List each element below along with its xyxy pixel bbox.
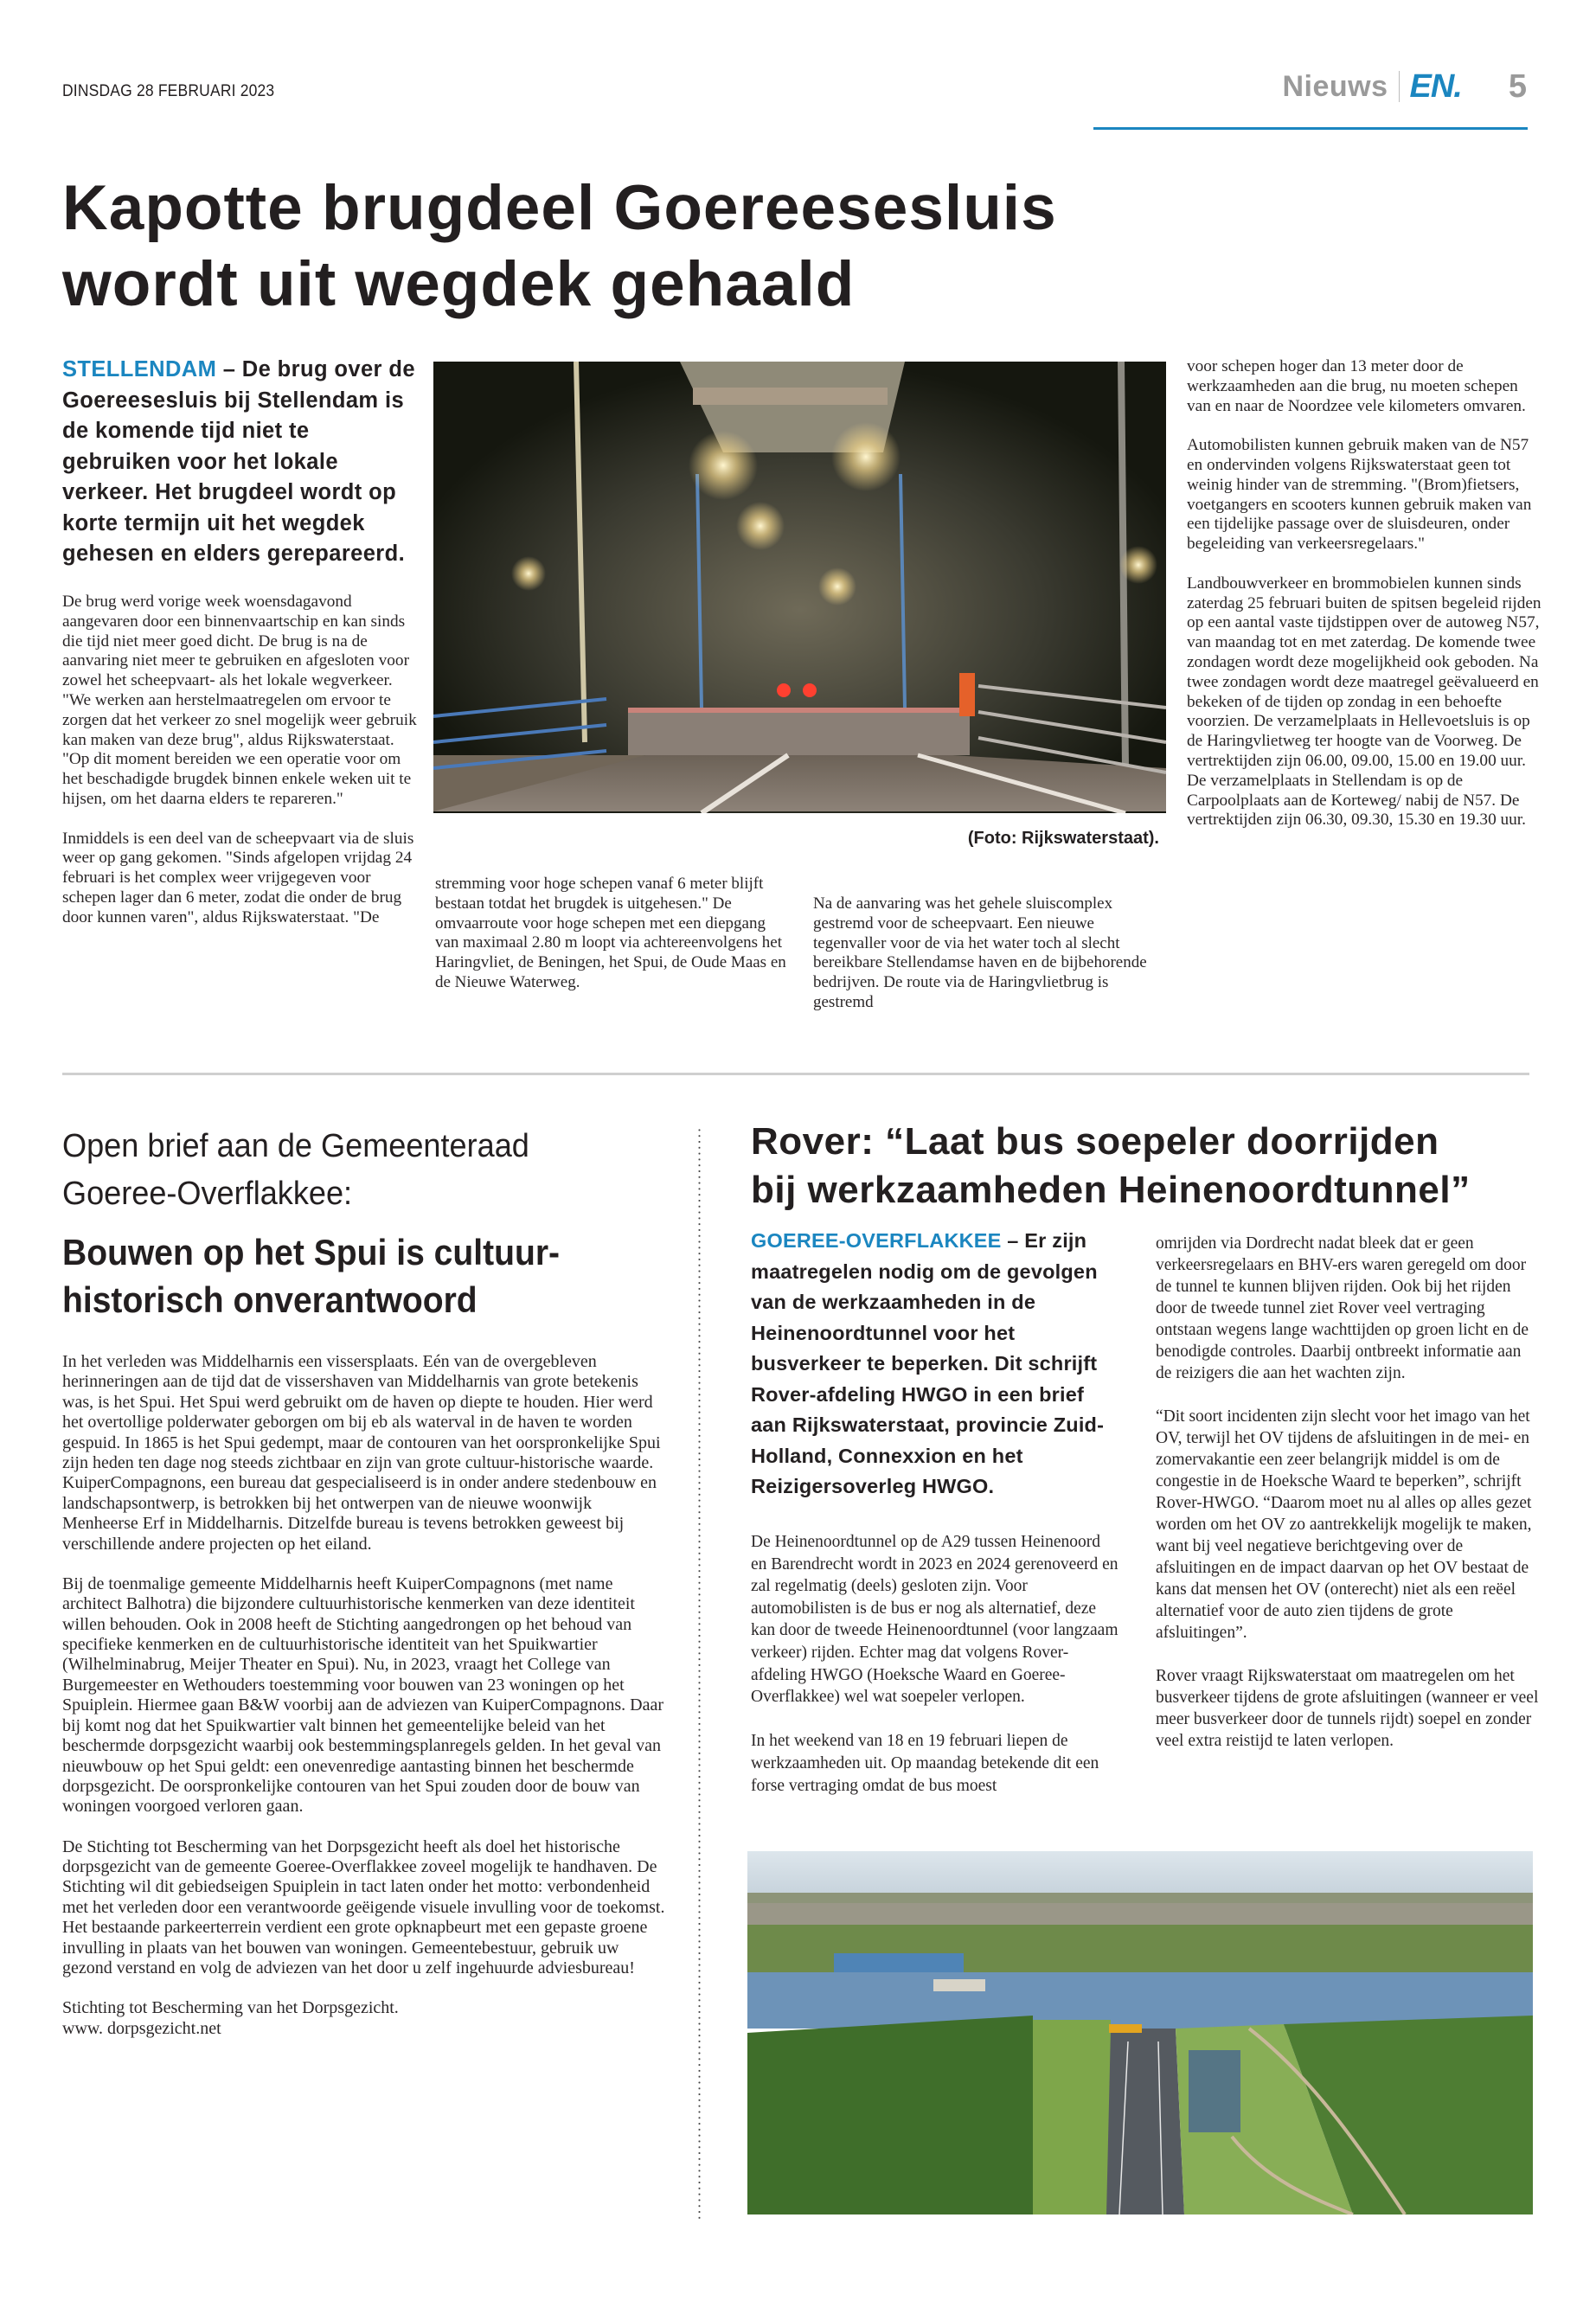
- headline-line: wordt uit wegdek gehaald: [62, 249, 856, 319]
- article1-headline: [62, 170, 1187, 323]
- paragraph: Rover vraagt Rijkswaterstaat om maatregelen om het busverkeer tijdens de grote afsluitingen (wanneer er veel meer busverkeer door de tunnels rijdt) soepel en zonder veel extra reistijd te laten verlopen.: [1156, 1667, 1539, 1750]
- photo-caption: (Foto: Rijkswaterstaat).: [967, 829, 1159, 848]
- signature-website: www. dorpsgezicht.net: [62, 2018, 221, 2038]
- paragraph: In het verleden was Middelharnis een vissersplaats. Eén van de overgebleven herinneringen aan de tijd dat de vissershaven van Middelharnis van grote betekenis was, is het Spui. Het Spui werd gebruikt om de haven op diepte te houden. Hier werd het overtollige polderwater geborgen om bij eb als waterval in de haven te worden gespuid. In 1865 is het Spui gedempt, maar de contouren van het oorspronkelijke Spui zijn heden ten dage nog steeds zichtbaar en zijn van grote cultuur-historische waarde. KuiperCompagnons, een bureau dat gespecialiseerd is in onder andere stedenbouw en landschapsontwerp, is betrokken bij het ontwerpen van de nieuwe woonwijk Menheerse Erf in Middelharnis. Ditzelfde bureau is tevens betrokken geweest bij verschillende andere projecten op het eiland.: [62, 1352, 661, 1554]
- title-line: bij werkzaamheden Heinenoordtunnel”: [751, 1169, 1471, 1211]
- headline-line: Kapotte brugdeel Goereesesluis: [62, 173, 1057, 243]
- open-letter-title: [62, 1228, 642, 1324]
- column-divider-dotted: [698, 1127, 701, 2219]
- section-label: Nieuws: [1282, 69, 1388, 103]
- paragraph: omrijden via Dordrecht nadat bleek dat er geen verkeersregelaars en BHV-ers waren geregeld om door de tunnel te kunnen blijven rijden. Ook bij het rijden door de tweede tunnel ziet Rover veel vertraging ontstaan wegens lange wachttijden op groen licht en de benodigde controles. Daarbij ontbreekt informatie aan de reizigers die aan het wachten zijn.: [1156, 1234, 1529, 1382]
- rover-column-2: [1156, 1233, 1541, 1752]
- paragraph: voor schepen hoger dan 13 meter door de werkzaamheden aan die brug, nu moeten schepen van en naar de Noordzee vele kilometers omvaren.: [1187, 357, 1526, 415]
- tunnel-aerial-illustration: [747, 1851, 1533, 2214]
- dateline: STELLENDAM: [62, 357, 217, 381]
- paragraph: Landbouwverkeer en brommobielen kunnen sinds zaterdag 25 februari buiten de spitsen begeleid rijden op een aantal vaste tijdstippen over de autoweg N57, van maandag tot en met zaterdag. De komende twee zondagen wordt deze mogelijkheid ook geboden. Na twee zondagen wordt deze maatregel geëvalueerd en bekeken of de tijden op zondag in een behoefte voorzien. De verzamelplaats in Hellevoetsluis is op de Haringvlietweg ter hoogte van de Voorweg. De vertrektijden zijn 06.00, 09.00, 15.00 en 19.00 uur. De verzamelplaats in Stellendam is op de Carpoolplaats aan de Korteweg/ nabij de N57. De vertrektijden zijn 06.30, 09.30, 15.30 en 19.30 uur.: [1187, 574, 1542, 830]
- paragraph: Inmiddels is een deel van de scheepvaart via de sluis weer op gang gekomen. "Sinds afgelopen vrijdag 24 februari is het complex weer vrijgegeven voor schepen lager dan 6 meter, zodat die onder de brug door kunnen varen", aldus Rijkswaterstaat. "De: [62, 829, 414, 926]
- title-line: Bouwen op het Spui is cultuur-: [62, 1232, 561, 1272]
- article1-column-3: [813, 894, 1168, 1013]
- article1-column-1: [62, 593, 417, 928]
- paragraph: “Dit soort incidenten zijn slecht voor het imago van het OV, terwijl het OV tijdens de afsluitingen in de mei- en zomervakantie een zeer belangrijk middel is om de congestie in de Hoeksche Waard te beperken”, schrijft Rover-HWGO. “Daarom moet nu al alles op alles gezet worden om het OV zo aantrekkelijk mogelijk te maken, want bij veel negatieve berichtgeving over de afsluitingen en de impact daarvan op het OV bestaat de kans dat mensen het OV (onterecht) niet als een reëel alternatief voor de auto zien tijdens de grote afsluitingen”.: [1156, 1407, 1532, 1642]
- masthead-right: [1282, 67, 1527, 106]
- bridge-photo-illustration: [433, 362, 1166, 813]
- paragraph: Bij de toenmalige gemeente Middelharnis heeft KuiperCompagnons (met name architect Balhotra) die bijzondere cultuurhistorische kenmerken van deze identiteit willen behouden. Ook in 2008 heeft de Stichting aangedrongen op het behoud van specifieke kenmerken en de cultuurhistorische identiteit van het Spuikwartier (Wilhelminabrug, Meijer Theater en Spui). Nu, in 2023, vraagt het College van Burgemeester en Wethouders toestemming voor bouwen van 23 woningen op het Spuiplein. Hiermee gaan B&W voorbij aan de adviezen van KuiperCompagnons. Daar bij komt nog dat het Spuikwartier valt binnen het gemeentelijke beleid van het beschermde dorpsgezicht waarbij ook bestemmingsplanregels gelden. In het geval van nieuwbouw op het Spui geldt: een onevenredige aantasting binnen het beschermde dorpsgezicht. De oorspronkelijke contouren van het Spui zouden door de bouw van woningen voorgoed verloren gaan.: [62, 1574, 663, 1817]
- open-letter-body: [62, 1352, 668, 2039]
- signature: [62, 1998, 668, 2039]
- page-number: 5: [1508, 67, 1527, 105]
- article1-column-4: [1187, 357, 1543, 830]
- tunnel-aerial-photo: [747, 1851, 1533, 2214]
- paragraph: Automobilisten kunnen gebruik maken van de N57 en ondervinden volgens Rijkswaterstaat geen tot weinig hinder van de stremming. "(Brom)fietsers, voetgangers en scooters kunnen gebruik maken van een tijdelijke passage over de sluisdeuren, onder begeleiding van verkeersregelaars.": [1187, 436, 1532, 554]
- masthead-rule: [1093, 127, 1528, 130]
- issue-date: DINSDAG 28 FEBRUARI 2023: [62, 82, 275, 100]
- signature-name: Stichting tot Bescherming van het Dorpsgezicht.: [62, 1998, 399, 2018]
- brand-logo: EN.: [1409, 67, 1462, 105]
- paragraph: De Heinenoordtunnel op de A29 tussen Heinenoord en Barendrecht wordt in 2023 en 2024 gerenoveerd en zal regelmatig (deels) gesloten zijn. Voor automobilisten is de bus er nog als alternatief, deze kan door de tweede Heinenoordtunnel (voor langzaam verkeer) rijden. Echter mag dat volgens Rover-afdeling HWGO (Hoeksche Waard en Goeree-Overflakkee) wel wat soepeler verlopen.: [751, 1533, 1118, 1707]
- bridge-photo: [433, 362, 1166, 813]
- section-divider: [62, 1073, 1529, 1075]
- kicker-line: Open brief aan de Gemeenteraad: [62, 1128, 529, 1164]
- kicker-line: Goeree-Overflakkee:: [62, 1176, 353, 1212]
- article1-column-2: [435, 875, 790, 993]
- title-line: Rover: “Laat bus soepeler doorrijden: [751, 1120, 1439, 1163]
- lead-text: – De brug over de Goereesesluis bij Stellendam is de komende tijd niet te gebruiken voor het lokale verkeer. Het brugdeel wordt op korte termijn uit het wegdek gehesen en elders gerepareerd.: [62, 357, 415, 566]
- title-line: historisch onverantwoord: [62, 1279, 478, 1320]
- article1-lead: [62, 355, 417, 570]
- rover-column-1: [751, 1531, 1118, 1797]
- lead-text: – Er zijn maatregelen nodig om de gevolgen van de werkzaamheden in de Heinenoordtunnel voor het busverkeer te beperken. Dit schrijft Rover-afdeling HWGO in een brief aan Rijkswaterstaat, provincie Zuid-Holland, Connexxion en het Reizigersoverleg HWGO.: [751, 1229, 1105, 1497]
- rover-lead: [751, 1226, 1114, 1503]
- masthead-divider: [1399, 71, 1400, 102]
- paragraph: Na de aanvaring was het gehele sluiscomplex gestremd voor de scheepvaart. Een nieuwe tegenvaller voor de via het water toch al slecht bereikbare Stellendamse haven en de bijbehorende bedrijven. De route via de Haringvlietbrug is gestremd: [813, 894, 1147, 1011]
- paragraph: De brug werd vorige week woensdagavond aangevaren door een binnenvaartschip en kan sinds die tijd niet meer goed dicht. De brug is na de aanvaring niet meer te gebruiken en afgesloten voor zowel het scheepvaart- als het lokale wegverkeer. "We werken aan herstelmaatregelen om ervoor te zorgen dat het verkeer zo snel mogelijk weer gebruik kan maken van deze brug", aldus Rijkswaterstaat. "Op dit moment bereiden we een operatie voor om het beschadigde brugdek binnen enkele weken uit te hijsen, om het daarna elders te repareren.": [62, 593, 417, 808]
- rover-headline: [751, 1118, 1547, 1215]
- paragraph: De Stichting tot Bescherming van het Dorpsgezicht heeft als doel het historische dorpsgezicht van de gemeente Goeree-Overflakkee zoveel mogelijk te handhaven. De Stichting wil dit gebiedseigen Spuiplein in tact laten onder het motto: verbondenheid met het verleden door een verantwoorde geëigende visuele invulling voor de toekomst. Het bestaande parkeerterrein verdient een grote opknapbeurt met een gepaste groene invulling in plaats van het bouwen van woningen. Gemeentebestuur, gebruik uw gezond verstand en volg de adviezen van het door u zelf ingehuurde adviesbureau!: [62, 1836, 665, 1977]
- paragraph: In het weekend van 18 en 19 februari liepen de werkzaamheden uit. Op maandag betekende dit een forse vertraging omdat de bus moest: [751, 1732, 1099, 1795]
- open-letter-kicker: [62, 1123, 638, 1218]
- dateline: GOEREE-OVERFLAKKEE: [751, 1229, 1002, 1252]
- paragraph: stremming voor hoge schepen vanaf 6 meter blijft bestaan totdat het brugdek is uitgehesen." De omvaarroute voor hoge schepen met een diepgang van maximaal 2.80 m loopt via achtereenvolgens het Haringvliet, de Beningen, het Spui, de Oude Maas en de Nieuwe Waterweg.: [435, 875, 786, 991]
